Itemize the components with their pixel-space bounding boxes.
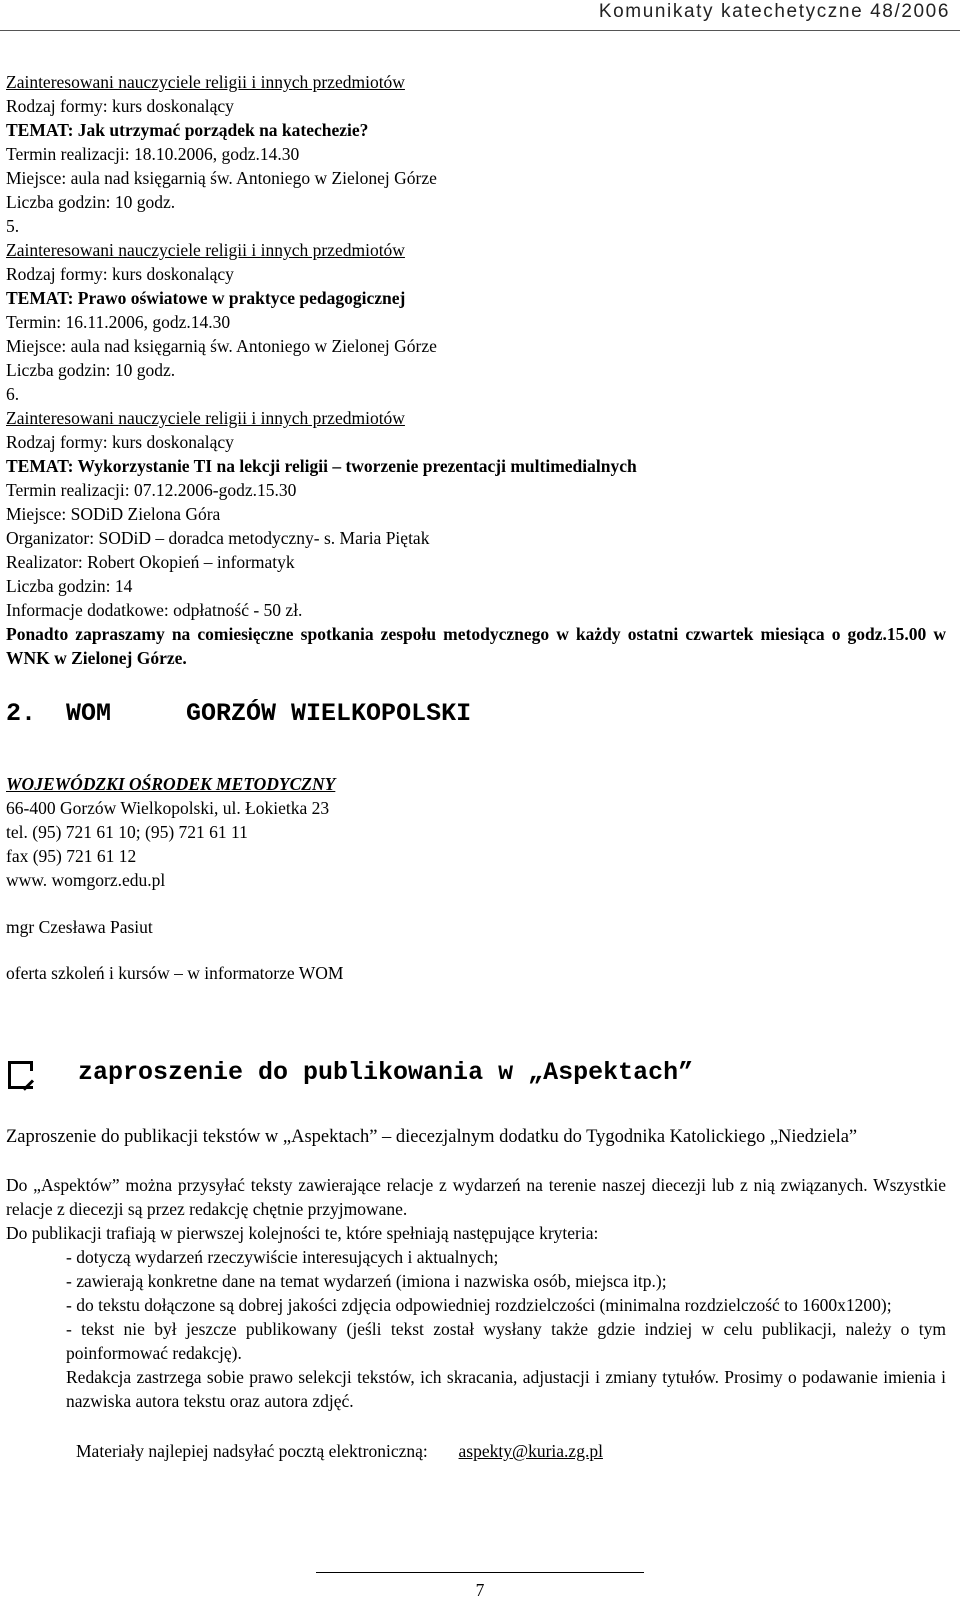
audience: Zainteresowani nauczyciele religii i innych przedmiotów [6, 240, 405, 260]
page-content [6, 70, 946, 1463]
criteria-item: - tekst nie był jeszcze publikowany (jeśli tekst został wysłany także gdzie indziej w celu publikacji, należy o tym poinformować redakcję). [66, 1319, 946, 1363]
banner-title: zaproszenie do publikowania w „Aspektach” [78, 1058, 694, 1087]
wom-heading: 2. WOM GORZÓW WIELKOPOLSKI [6, 699, 472, 728]
aspekty-intro: Zaproszenie do publikacji tekstów w „Aspektach” – diecezjalnym dodatku do Tygodnika Katolickiego „Niedziela” [6, 1127, 858, 1147]
form: Rodzaj formy: kurs doskonalący [6, 432, 234, 452]
wom-tel: tel. (95) 721 61 10; (95) 721 61 11 [6, 822, 248, 842]
page-number: 7 [475, 1580, 485, 1600]
checkbox-icon [6, 1057, 36, 1087]
topic: TEMAT: Wykorzystanie TI na lekcji religii – tworzenie prezentacji multimedialnych [6, 456, 637, 476]
item-number: 5. [6, 216, 20, 236]
date: Termin: 16.11.2006, godz.14.30 [6, 312, 231, 332]
form: Rodzaj formy: kurs doskonalący [6, 264, 234, 284]
aspekty-paragraph: Do „Aspektów” można przysyłać teksty zawierające relacje z wydarzeń na terenie naszej diecezji lub z nią związanych. Wszystkie relacje z diecezji są przez redakcję chętnie przyjmowane. [6, 1175, 946, 1219]
wom-offer: oferta szkoleń i kursów – w informatorze WOM [6, 963, 344, 983]
wom-block [6, 772, 946, 985]
criteria-list [6, 1245, 946, 1413]
criteria-intro: Do publikacji trafiają w pierwszej kolejności te, które spełniają następujące kryteria: [6, 1223, 599, 1243]
wom-www: www. womgorz.edu.pl [6, 870, 166, 890]
wom-address: 66-400 Gorzów Wielkopolski, ul. Łokietka 23 [6, 798, 330, 818]
wom-name: WOJEWÓDZKI OŚRODEK METODYCZNY [6, 774, 336, 794]
audience: Zainteresowani nauczyciele religii i innych przedmiotów [6, 408, 405, 428]
hours: Liczba godzin: 10 godz. [6, 360, 176, 380]
date: Termin realizacji: 18.10.2006, godz.14.30 [6, 144, 300, 164]
wom-person: mgr Czesława Pasiut [6, 917, 153, 937]
course-block-6 [6, 382, 946, 622]
topic: TEMAT: Jak utrzymać porządek na katechezie? [6, 120, 369, 140]
criteria-item: - dotyczą wydarzeń rzeczywiście interesujących i aktualnych; [66, 1247, 499, 1267]
footer-rule [316, 1572, 644, 1573]
topic: TEMAT: Prawo oświatowe w praktyce pedagogicznej [6, 288, 406, 308]
meeting-invitation: Ponadto zapraszamy na comiesięczne spotkania zespołu metodycznego w każdy ostatni czwartek miesiąca o godz.15.00 w WNK w Zielonej Górze. [6, 624, 946, 668]
realizer: Realizator: Robert Okopień – informatyk [6, 552, 295, 572]
header-rule [0, 30, 960, 31]
editorial-note: Redakcja zastrzega sobie prawo selekcji tekstów, ich skracania, adjustacji i zmiany tytułów. Prosimy o podawanie imienia i nazwiska autora tekstu oraz autora zdjęć. [66, 1367, 946, 1411]
date: Termin realizacji: 07.12.2006-godz.15.30 [6, 480, 297, 500]
email-line [6, 1439, 946, 1463]
item-number: 6. [6, 384, 20, 404]
place: Miejsce: aula nad księgarnią św. Antoniego w Zielonej Górze [6, 168, 437, 188]
place: Miejsce: SODiD Zielona Góra [6, 504, 221, 524]
form: Rodzaj formy: kurs doskonalący [6, 96, 234, 116]
additional-info: Informacje dodatkowe: odpłatność - 50 zł. [6, 600, 303, 620]
aspekty-banner [6, 1057, 946, 1087]
place: Miejsce: aula nad księgarnią św. Antoniego w Zielonej Górze [6, 336, 437, 356]
course-block-4 [6, 70, 946, 214]
criteria-item: - do tekstu dołączone są dobrej jakości zdjęcia odpowiedniej rozdzielczości (minimalna rozdzielczość to 1600x1200); [66, 1295, 892, 1315]
email-link[interactable]: aspekty@kuria.zg.pl [458, 1441, 603, 1461]
hours: Liczba godzin: 14 [6, 576, 133, 596]
organizer: Organizator: SODiD – doradca metodyczny- s. Maria Piętak [6, 528, 430, 548]
running-header: Komunikaty katechetyczne 48/2006 [598, 1, 950, 22]
hours: Liczba godzin: 10 godz. [6, 192, 176, 212]
audience: Zainteresowani nauczyciele religii i innych przedmiotów [6, 72, 405, 92]
wom-fax: fax (95) 721 61 12 [6, 846, 137, 866]
criteria-item: - zawierają konkretne dane na temat wydarzeń (imiona i nazwiska osób, miejsca itp.); [66, 1271, 667, 1291]
email-label: Materiały najlepiej nadsyłać pocztą elektroniczną: [76, 1441, 428, 1461]
course-block-5 [6, 214, 946, 382]
